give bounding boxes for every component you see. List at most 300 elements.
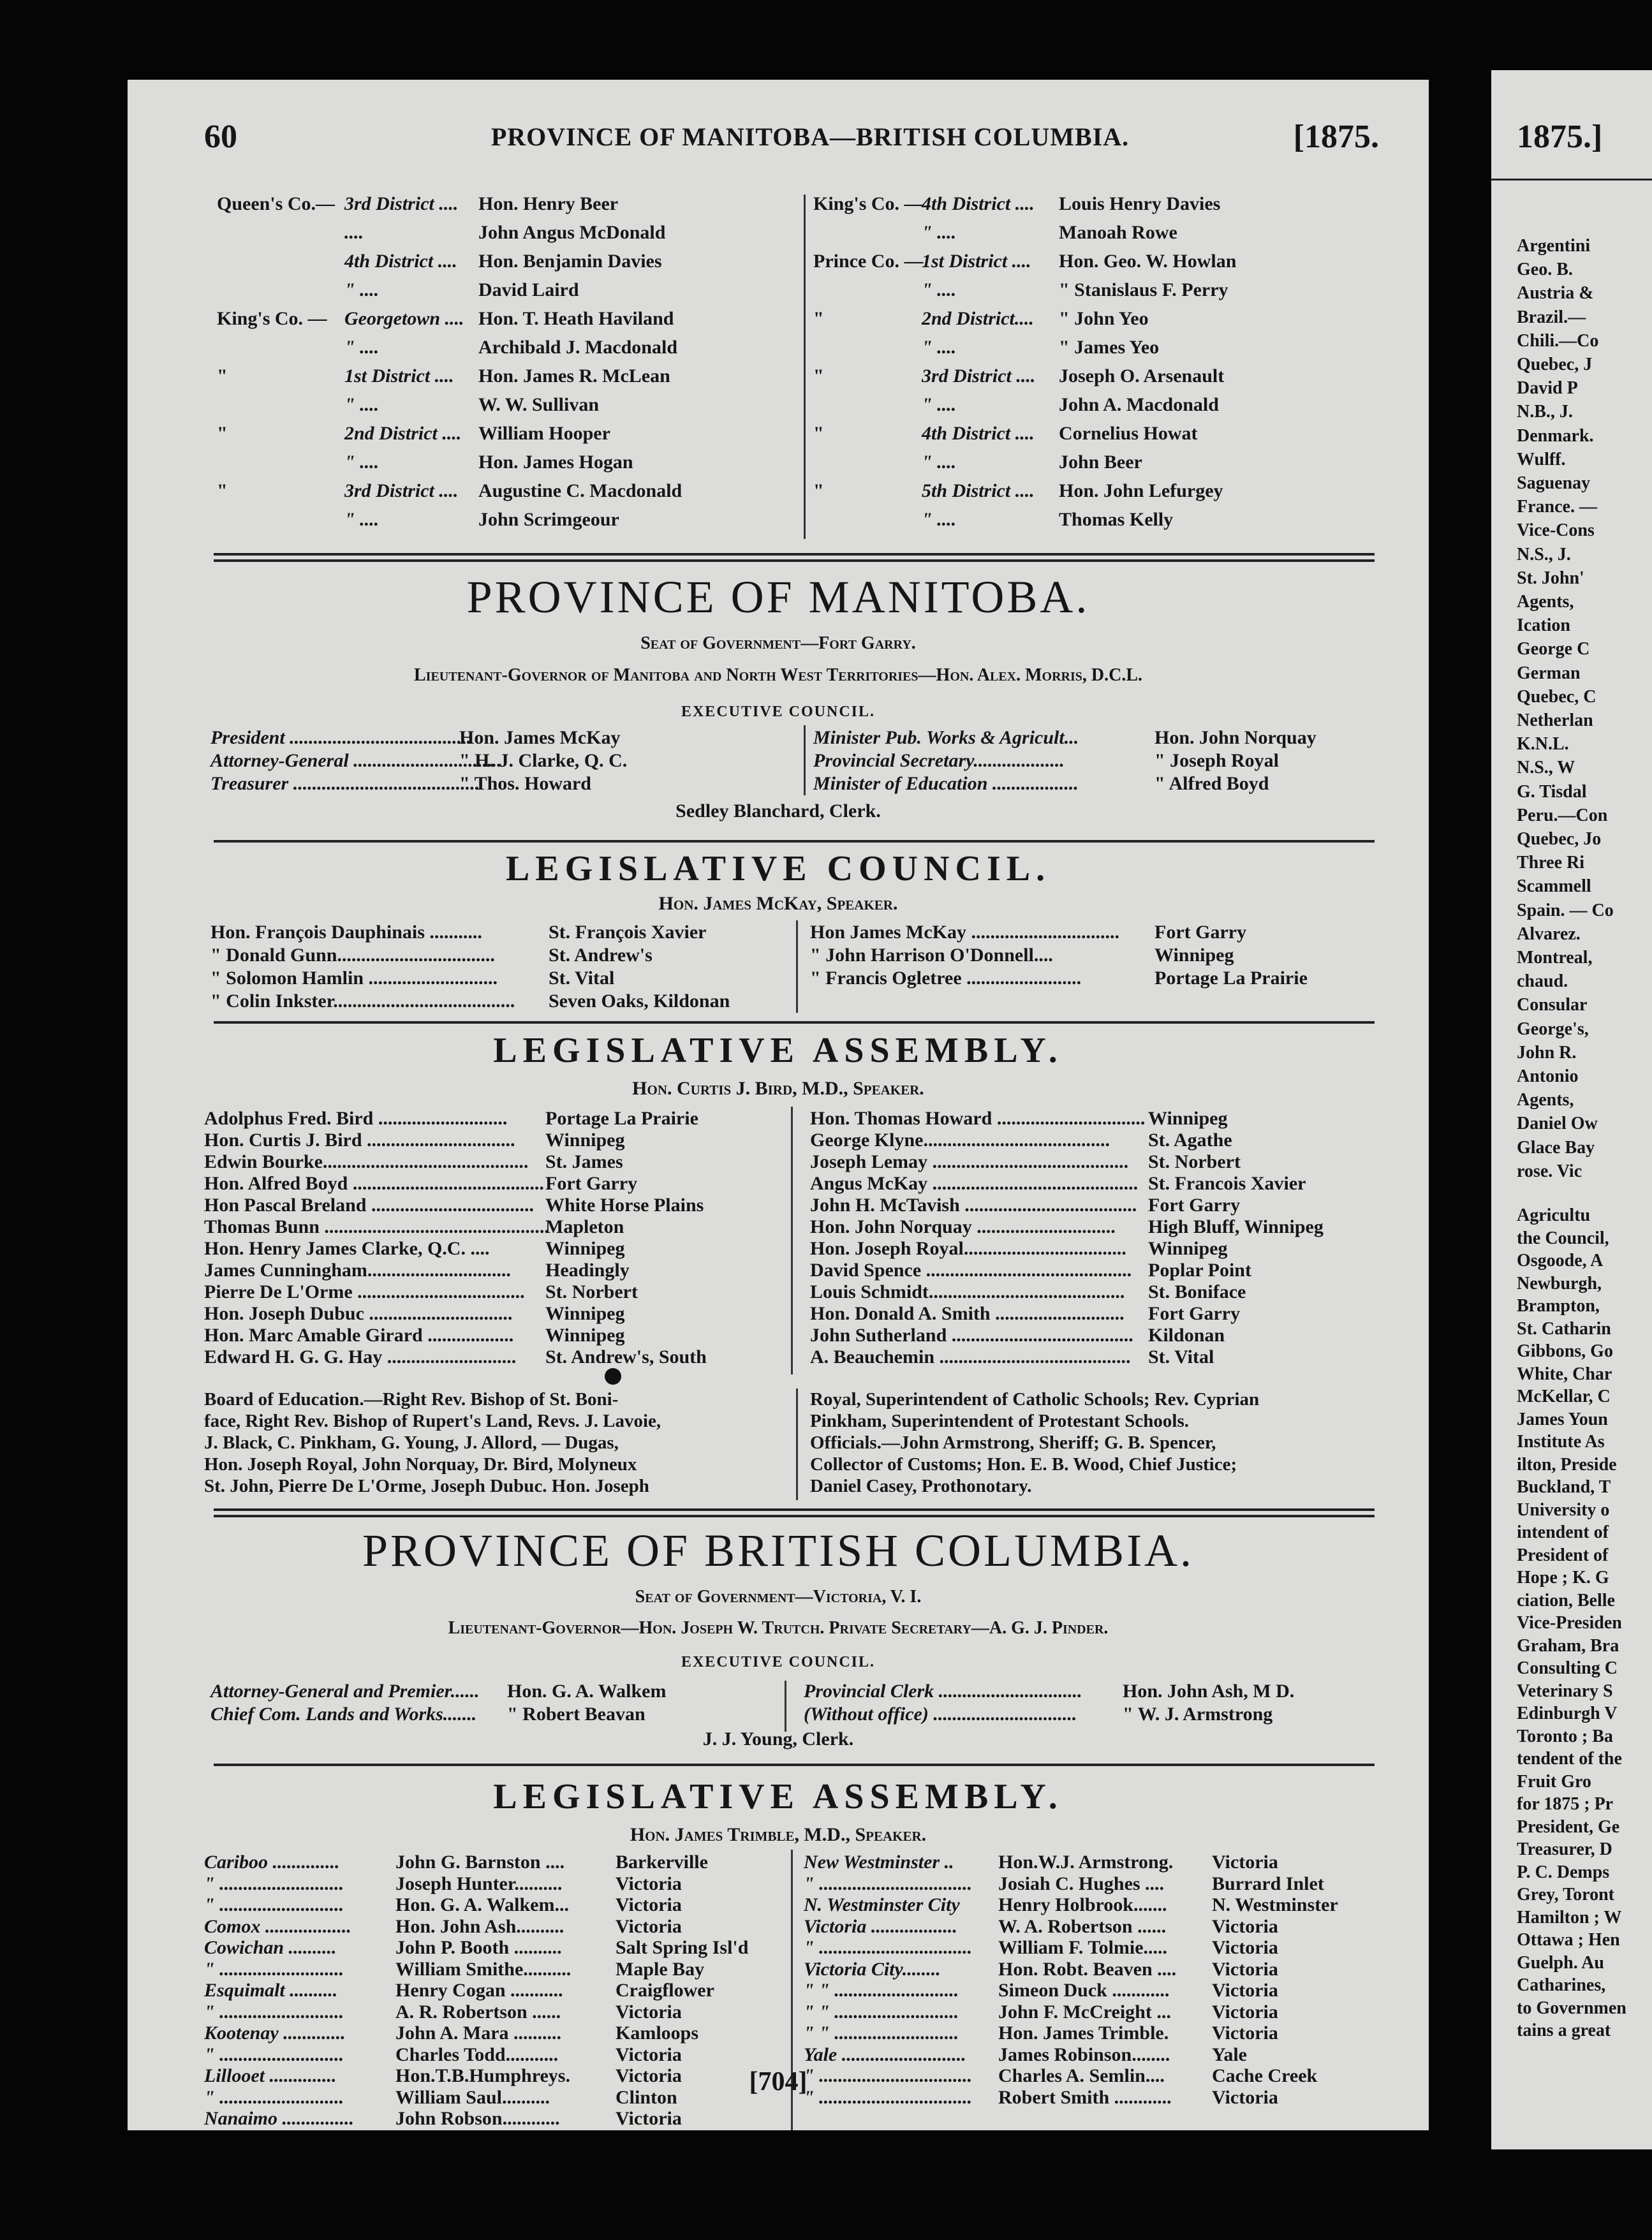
pei-row-cell: .... [344,222,364,243]
pei-row-cell: 1st District .... [344,365,454,387]
bc-assembly-row-cell: John A. Mara .......... [395,2023,562,2044]
fragment-line: President, Ge [1517,1816,1620,1837]
bc-assembly-row-cell: William F. Tolmie..... [998,1937,1168,1958]
bc-assembly-row-cell: " .......................... [204,2001,344,2023]
bc-assembly-row-cell: Yale .......................... [804,2044,966,2065]
pei-row-cell: " [813,423,824,444]
bc-assembly-row-cell: New Westminster .. [804,1852,954,1873]
exec-row-cell: Provincial Secretary................... [813,750,1065,771]
exec-row-cell: Hon. John Ash, M D. [1123,1681,1295,1702]
fragment-line: Agents, [1517,592,1574,612]
assembly-row-cell: Edwin Bourke........................................... [204,1151,529,1172]
council-speaker: Hon. James McKay, Speaker. [658,893,898,914]
bc-assembly-row-cell: N. Westminster [1212,1894,1338,1915]
fragment-line: Fruit Gro [1517,1771,1591,1792]
board-of-education-left [204,1389,791,1497]
section-rule [214,1021,1375,1024]
running-title: PROVINCE OF MANITOBA—BRITISH COLUMBIA. [490,122,1130,151]
council-row-cell: Portage La Prairie [1154,968,1308,989]
fragment-line: Treasurer, D [1517,1839,1612,1859]
council-row-cell: Fort Garry [1154,922,1247,943]
assembly-row-cell: Winnipeg [545,1238,625,1259]
bc-assembly-row-cell: Hon. G. A. Walkem... [395,1894,569,1915]
council-row-cell: " Francis Ogletree ........................ [810,968,1082,989]
fragment-line: Grey, Toront [1517,1885,1615,1905]
pei-row-cell: Louis Henry Davies [1059,193,1221,214]
bc-assembly-row-cell: Victoria [1212,2086,1278,2108]
fragment-line: N.S., W [1517,758,1575,778]
pei-row-cell: Georgetown .... [344,308,464,329]
fragment-line: Catharines, [1517,1975,1606,1995]
bc-exec-heading: EXECUTIVE COUNCIL. [681,1654,876,1670]
fragment-line: German [1517,663,1581,683]
bc-assembly-row-cell: Hon.W.J. Armstrong. [998,1852,1174,1873]
pei-row-cell: " [217,480,228,501]
council-row-cell: " Solomon Hamlin ........................... [210,968,498,989]
bc-assembly-speaker: Hon. James Trimble, M.D., Speaker. [630,1824,927,1845]
exec-row-cell: " Alfred Boyd [1154,773,1269,794]
bc-assembly-row-cell: Victoria [616,2044,682,2065]
assembly-row-cell: Portage La Prairie [545,1108,698,1129]
bc-assembly-row-cell: Victoria [1212,1915,1278,1937]
fragment-line: Guelph. Au [1517,1952,1604,1973]
fragment-line: Montreal, [1517,948,1593,968]
fragment-line: Daniel Ow [1517,1114,1598,1134]
fragment-line: Veterinary S [1517,1681,1613,1701]
left-page [128,80,1429,2130]
pei-row-cell: Thomas Kelly [1059,509,1174,530]
fragment-line: Ication [1517,615,1570,636]
assembly-row-cell: Fort Garry [1148,1303,1241,1324]
assembly-row-cell: Winnipeg [545,1325,625,1346]
paragraph-line: St. John, Pierre De L'Orme, Joseph Dubuc. Hon. Joseph [204,1476,649,1496]
exec-row-cell: Hon. G. A. Walkem [507,1681,667,1702]
pei-row-cell: 4th District .... [344,251,457,272]
fragment-line: K.N.L. [1517,734,1569,755]
assembly-row-cell: David Spence ........................................... [810,1260,1132,1281]
pei-row-cell: 4th District .... [922,423,1035,444]
bc-assembly-row-cell: James Robinson........ [998,2044,1170,2065]
fragment-line: Agricultu [1517,1205,1591,1225]
section-rule [1491,179,1652,181]
bc-assembly-row-cell: Maple Bay [616,1958,705,1980]
assembly-row-cell: Hon. Alfred Boyd ........................................ [204,1173,544,1194]
paragraph-line: Daniel Casey, Prothonotary. [810,1476,1032,1496]
bc-assembly-row-cell: Cache Creek [1212,2065,1318,2086]
fragment-line: Austria & [1517,283,1594,304]
bc-assembly-row-cell: N. Westminster City [804,1894,960,1915]
fragment-line: chaud. [1517,971,1568,992]
bc-assembly-row-cell: Victoria [1212,2001,1278,2023]
bc-assembly-row-cell: Hon. James Trimble. [998,2023,1169,2044]
pei-row-cell: Cornelius Howat [1059,423,1198,444]
bc-assembly-row-cell: Victoria City........ [804,1958,941,1980]
bc-assembly-row-cell: W. A. Robertson ...... [998,1915,1167,1937]
fragment-line: Agents, [1517,1090,1574,1110]
council-row-cell: Hon. François Dauphinais ........... [210,922,482,943]
column-divider [791,1107,793,1374]
pei-row-cell: Prince Co. — [813,251,924,272]
assembly-row-cell: Louis Schmidt......................................... [810,1281,1125,1302]
section-rule [214,553,1375,562]
bc-assembly-title: LEGISLATIVE ASSEMBLY. [493,1777,1063,1816]
assembly-row-cell: Hon. John Norquay ............................. [810,1216,1116,1237]
pei-row-cell: John Scrimgeour [478,509,619,530]
fragment-line: Wulff. [1517,449,1566,469]
page-header [204,118,1429,163]
bc-assembly-row-cell: Henry Holbrook....... [998,1894,1167,1915]
pei-row-cell: " [217,423,228,444]
pei-row-cell: Joseph O. Arsenault [1059,365,1225,387]
assembly-row-cell: Fort Garry [545,1173,638,1194]
pei-row-cell: " .... [922,337,957,358]
fragment-line: St. Catharin [1517,1318,1611,1339]
bc-assembly-row-cell: John P. Booth .......... [395,1937,562,1958]
council-row-cell: St. François Xavier [549,922,707,943]
bc-assembly-row-cell: Salt Spring Isl'd [616,1937,749,1958]
exec-row-cell: Provincial Clerk .............................. [804,1681,1082,1702]
exec-row-cell: " Joseph Royal [1154,750,1280,771]
fragment-line: Institute As [1517,1432,1605,1452]
fragment-line: Edinburgh V [1517,1704,1618,1723]
ornament-dot [605,1368,621,1385]
exec-row-cell: President ...................................... [210,727,472,748]
pei-row-cell: " [217,365,228,387]
pei-row-cell: 3rd District .... [922,365,1036,387]
bc-assembly-row-cell: " ................................ [804,2086,973,2108]
pei-row-cell: John Beer [1059,452,1142,473]
bc-assembly-row-cell: John G. Barnston .... [395,1852,565,1873]
exec-row-cell: Chief Com. Lands and Works....... [210,1704,477,1725]
assembly-row-cell: St. Vital [1148,1346,1214,1367]
column-divider [796,1389,798,1500]
pei-row-cell: " Stanislaus F. Perry [1059,279,1228,300]
bc-assembly-row-cell: " ................................ [804,1873,973,1894]
pei-row-cell: 2nd District .... [344,423,462,444]
fragment-line: Consular [1517,995,1588,1015]
assembly-row-cell: Winnipeg [545,1130,625,1151]
assembly-row-cell: Headingly [545,1260,630,1281]
fragment-line: Newburgh, [1517,1273,1602,1293]
paragraph-line: J. Black, C. Pinkham, G. Young, J. Allord, — Dugas, [204,1433,619,1453]
bc-assembly-row-cell: " " .......................... [804,2023,959,2044]
bc-assembly-row-cell: Kootenay ............. [204,2023,346,2044]
assembly-row-cell: Angus McKay ........................................... [810,1173,1139,1194]
assembly-row-cell: Joseph Lemay ......................................... [810,1151,1129,1172]
fragment-line: ilton, Preside [1517,1454,1617,1475]
pei-row-cell: John A. Macdonald [1059,394,1219,415]
pei-row-cell: 4th District .... [922,193,1035,214]
fragment-line: George's, [1517,1019,1589,1039]
paragraph-line: Royal, Superintendent of Catholic Schools; Rev. Cyprian [810,1389,1260,1410]
bc-assembly-row-cell: " .......................... [204,2044,344,2065]
exec-row-cell: (Without office) .............................. [804,1704,1077,1725]
assembly-row-cell: Kildonan [1148,1325,1225,1346]
pei-row-cell: 1st District .... [922,251,1031,272]
exec-row-cell: Hon. James McKay [459,727,621,748]
officials-right [810,1389,1384,1497]
fragment-line: intendent of [1517,1522,1609,1542]
fragment-line: Quebec, J [1517,355,1593,374]
fragment-line: James Youn [1517,1409,1608,1429]
pei-row-cell: Hon. Henry Beer [478,193,619,214]
bc-assembly-row-cell: Victoria [1212,1980,1278,2001]
pei-row-cell: David Laird [478,279,579,300]
fragment-line: Peru.—Con [1517,805,1608,825]
pei-row-cell: " James Yeo [1059,337,1160,358]
exec-row-cell: Treasurer ....................................... [210,773,480,794]
exec-row-cell: Minister Pub. Works & Agricult... [813,727,1079,748]
pei-row-cell: W. W. Sullivan [478,394,600,415]
pei-row-cell: Hon. John Lefurgey [1059,480,1223,501]
assembly-row-cell: Pierre De L'Orme ................................... [204,1281,525,1302]
exec-row-cell: Attorney-General and Premier...... [210,1681,480,1702]
fragment-line: to Governmen [1517,1998,1626,2018]
council-row-cell: " Donald Gunn................................. [210,945,495,966]
assembly-row-cell: Hon. Marc Amable Girard .................. [204,1325,514,1346]
bc-assembly-row-cell: Clinton [616,2086,677,2108]
bc-assembly-row-cell: " ................................ [804,2065,973,2086]
fragment-line: White, Char [1517,1364,1612,1384]
assembly-row-cell: Winnipeg [1148,1238,1228,1259]
bc-assembly-row-cell: Craigflower [616,1980,714,2001]
assembly-row-cell: St. Boniface [1148,1281,1246,1302]
bc-assembly-row-cell: Victoria [1212,1937,1278,1958]
bc-assembly-row-cell: Robert Smith ............ [998,2086,1172,2108]
council-row-cell: " Colin Inkster...................................... [210,991,515,1012]
manitoba-assembly-title: LEGISLATIVE ASSEMBLY. [493,1031,1063,1070]
pei-row-cell: 3rd District .... [344,193,459,214]
fragment-line: George C [1517,639,1590,659]
fragment-line: Quebec, C [1517,686,1597,707]
pei-row-cell: Hon. Benjamin Davies [478,251,662,272]
pei-row-cell: " .... [922,279,957,300]
paragraph-line: Board of Education.—Right Rev. Bishop of St. Boni- [204,1389,619,1410]
bc-assembly-row-cell: " .......................... [204,2086,344,2108]
assembly-row-cell: John Sutherland ...................................... [810,1325,1133,1346]
bc-assembly-row-cell: Charles A. Semlin.... [998,2065,1165,2086]
fragment-line: University o [1517,1499,1610,1520]
fragment-line: Ottawa ; Hen [1517,1930,1620,1950]
fragment-line: John R. [1517,1042,1577,1063]
bc-assembly-row-cell: " .......................... [204,1873,344,1894]
fragment-line: N.S., J. [1517,544,1571,564]
bc-clerk: J. J. Young, Clerk. [702,1728,854,1750]
fragment-line: McKellar, C [1517,1387,1611,1406]
pei-row-cell: " .... [922,394,957,415]
manitoba-lt-governor: Lieutenant-Governor of Manitoba and North West Territories—Hon. Alex. Morris, D.C.L. [413,665,1143,685]
page-number: 60 [204,119,237,155]
bc-assembly-row-cell: Comox .................. [204,1915,351,1937]
pei-row-cell: 5th District .... [922,480,1035,501]
assembly-row-cell: Hon. Joseph Dubuc .............................. [204,1303,513,1324]
fragment-line: rose. Vic [1517,1161,1582,1181]
fragment-line: Chili.—Co [1517,330,1599,351]
fragment-line: Geo. B. [1517,260,1573,280]
council-row-cell: Winnipeg [1154,945,1234,966]
pei-row-cell: Hon. James Hogan [478,452,633,473]
header-year: [1875. [1293,119,1379,155]
bc-assembly-row-cell: Joseph Hunter.......... [395,1873,563,1894]
pei-row-cell: " .... [922,452,957,473]
assembly-row-cell: Poplar Point [1148,1260,1251,1281]
assembly-row-cell: Fort Garry [1148,1195,1241,1216]
council-row-cell: St. Andrew's [549,945,653,966]
section-rule [214,1764,1375,1766]
manitoba-clerk: Sedley Blanchard, Clerk. [675,800,881,822]
fragment-line: Saguenay [1517,473,1591,493]
fragment-line: Hamilton ; W [1517,1907,1622,1927]
assembly-row-cell: Hon. Joseph Royal.................................. [810,1238,1126,1259]
assembly-row-cell: James Cunningham.............................. [204,1260,511,1281]
exec-row-cell: " Robert Beavan [507,1704,645,1725]
fragment-line: Spain. — Co [1517,900,1614,920]
exec-row-cell: " H. J. Clarke, Q. C. [459,750,628,771]
fragment-line: Gibbons, Go [1517,1341,1613,1361]
bc-assembly-row-cell: Henry Cogan ........... [395,1980,563,2001]
assembly-row-cell: High Bluff, Winnipeg [1148,1216,1324,1237]
bc-assembly-row-cell: Victoria [1212,1852,1278,1873]
right-page-year: 1875.] [1517,119,1603,155]
bc-assembly-row-cell: " .......................... [204,1894,344,1915]
bc-assembly-row-cell: Lillooet .............. [204,2065,337,2086]
pei-row-cell: Archibald J. Macdonald [478,337,677,358]
exec-row-cell: Hon. John Norquay [1154,727,1316,748]
pei-row-cell: King's Co. — [813,193,924,214]
assembly-row-cell: St. Francois Xavier [1148,1173,1306,1194]
page-reference: [704] [749,2067,808,2096]
bc-assembly-row-cell: Victoria [1212,1958,1278,1980]
assembly-row-cell: St. Agathe [1148,1130,1232,1151]
bc-assembly-row-cell: Victoria [616,1894,682,1915]
fragment-line: Netherlan [1517,711,1593,730]
council-row-cell: St. Vital [549,968,615,989]
bc-assembly-row-cell: William Smithe.......... [395,1958,572,1980]
fragment-line: Scammell [1517,876,1591,897]
pei-row-cell: Hon. Geo. W. Howlan [1059,251,1237,272]
section-rule [214,1508,1375,1517]
bc-assembly-row-cell: Charles Todd........... [395,2044,559,2065]
fragment-line: David P [1517,378,1578,399]
fragment-line: Vice-Cons [1517,520,1595,541]
bc-assembly-row-cell: " " .......................... [804,2001,959,2023]
council-row-cell: Seven Oaks, Kildonan [549,991,730,1012]
column-divider [804,195,806,539]
assembly-row-cell: John H. McTavish .................................... [810,1195,1137,1216]
bc-assembly-row-cell: Kamloops [616,2023,699,2044]
assembly-row-cell: Thomas Bunn ............................................... [204,1216,549,1237]
assembly-row-cell: Edward H. G. G. Hay ........................... [204,1346,517,1367]
fragment-line: Graham, Bra [1517,1635,1619,1656]
fragment-line: for 1875 ; Pr [1517,1794,1614,1814]
bc-assembly-row-cell: Hon. John Ash.......... [395,1915,564,1937]
pei-row-cell: " .... [344,279,380,300]
bc-assembly-row-cell: Simeon Duck ............ [998,1980,1170,2001]
assembly-row-cell: St. James [545,1151,623,1172]
bc-assembly-row-cell: John Robson............ [395,2108,560,2129]
pei-row-cell: Queen's Co.— [217,193,336,214]
bc-assembly-row-cell: Cowichan .......... [204,1937,337,1958]
bc-assembly-row-cell: William Saul.......... [395,2086,550,2108]
bc-assembly-row-cell: " ................................ [804,1937,973,1958]
bc-assembly-row-cell: " " .......................... [804,1980,959,2001]
bc-seat: Seat of Government—Victoria, V. I. [635,1587,922,1607]
paragraph-line: Officials.—John Armstrong, Sheriff; G. B. Spencer, [810,1433,1216,1453]
bc-assembly-row-cell: Barkerville [616,1852,708,1873]
assembly-row-cell: St. Norbert [545,1281,638,1302]
pei-row-cell: King's Co. — [217,308,327,329]
pei-row-cell: Hon. T. Heath Haviland [478,308,674,329]
fragment-line: G. Tisdal [1517,781,1587,802]
bc-assembly-row-cell: Victoria [616,2001,682,2023]
manitoba-exec-heading: EXECUTIVE COUNCIL. [681,704,876,720]
fragment-line: Quebec, Jo [1517,829,1602,849]
fragment-line: Consulting C [1517,1658,1618,1678]
legislative-council-title: LEGISLATIVE COUNCIL. [505,849,1051,888]
bc-assembly-row-cell: Burrard Inlet [1212,1873,1324,1894]
fragment-line: Glace Bay [1517,1137,1595,1158]
assembly-row-cell: George Klyne....................................... [810,1130,1110,1151]
bc-lt-governor: Lieutenant-Governor—Hon. Joseph W. Trutch. Private Secretary—A. G. J. Pinder. [448,1618,1109,1638]
manitoba-assembly-speaker: Hon. Curtis J. Bird, M.D., Speaker. [632,1078,924,1099]
pei-row-cell: " .... [922,222,957,243]
assembly-row-cell: Adolphus Fred. Bird ........................... [204,1108,508,1129]
fragment-line: tendent of the [1517,1749,1622,1769]
fragment-line: Antonio [1517,1066,1579,1086]
fragment-line: St. John' [1517,568,1584,588]
bc-assembly-row-cell: Victoria [616,1873,682,1894]
fragment-line: Alvarez. [1517,924,1581,944]
bc-assembly-row-cell: Victoria [1212,2023,1278,2044]
paragraph-line: Collector of Customs; Hon. E. B. Wood, Chief Justice; [810,1454,1237,1475]
assembly-row-cell: St. Andrew's, South [545,1346,707,1367]
fragment-line: Brampton, [1517,1296,1600,1316]
fragment-line: Osgoode, A [1517,1251,1604,1271]
bc-assembly-row-cell: Yale [1212,2044,1247,2065]
bc-assembly-row-cell: John F. McCreight ... [998,2001,1171,2023]
pei-row-cell: William Hooper [478,423,610,444]
fragment-line: Argentini [1517,236,1591,256]
pei-row-cell: 3rd District .... [344,480,459,501]
column-divider [804,725,806,795]
pei-row-cell: " .... [922,509,957,530]
fragment-line: Vice-Presiden [1517,1613,1622,1633]
assembly-row-cell: Hon. Thomas Howard ............................... [810,1108,1146,1129]
assembly-row-cell: Winnipeg [1148,1108,1228,1129]
assembly-row-cell: White Horse Plains [545,1195,704,1216]
fragment-line: Hope ; K. G [1517,1568,1609,1588]
assembly-row-cell: Hon. Donald A. Smith ........................... [810,1303,1125,1324]
council-row-cell: Hon James McKay ............................... [810,922,1119,943]
fragment-line: ciation, Belle [1517,1590,1615,1610]
fragment-line: the Council, [1517,1228,1609,1248]
pei-row-cell: " .... [344,452,380,473]
fragment-line: N.B., J. [1517,402,1573,422]
paragraph-line: face, Right Rev. Bishop of Rupert's Land, Revs. J. Lavoie, [204,1411,661,1431]
fragment-line: Buckland, T [1517,1477,1611,1497]
paragraph-line: Pinkham, Superintendent of Protestant Schools. [810,1411,1190,1431]
section-rule [214,840,1375,843]
pei-row-cell: John Angus McDonald [478,222,666,243]
column-divider [796,920,798,1013]
manitoba-title: PROVINCE OF MANITOBA. [466,571,1090,623]
pei-row-cell: " [813,480,824,501]
bc-assembly-row-cell: Hon. Robt. Beaven .... [998,1958,1177,1980]
fragment-line: tains a great [1517,2021,1611,2040]
pei-row-cell: " .... [344,394,380,415]
pei-row-cell: Augustine C. Macdonald [478,480,682,501]
exec-row-cell: Minister of Education .................. [813,773,1079,794]
